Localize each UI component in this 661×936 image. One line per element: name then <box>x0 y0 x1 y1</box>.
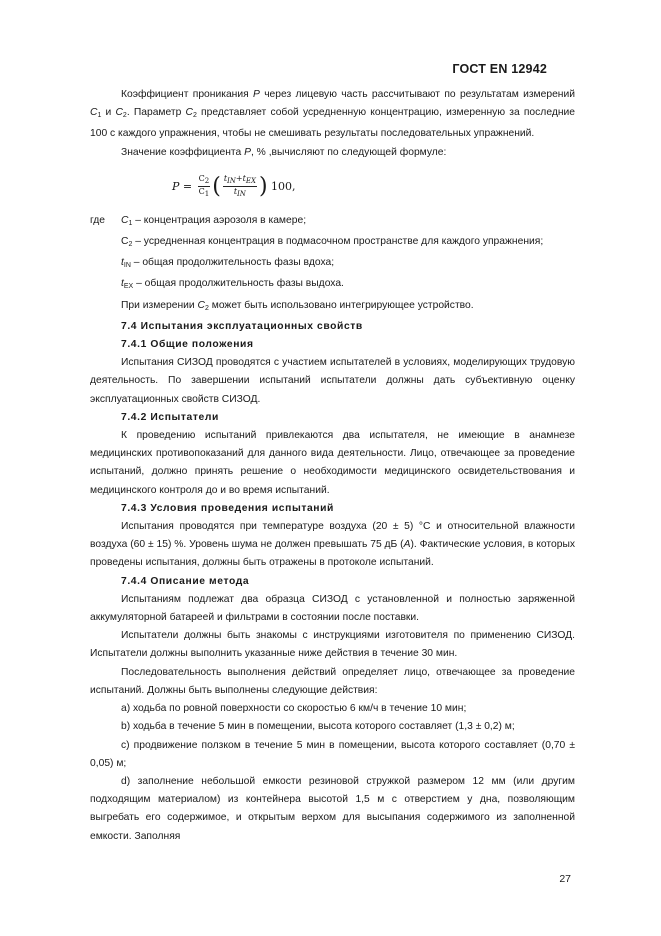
time-ratio: $\frac{\text{tIN+tEX}}{\text{tIN}}$ <box>223 174 256 199</box>
list-item-a: а) ходьба по ровной поверхности со скоростью 6 км/ч в течение 10 мин; <box>121 703 467 715</box>
section-heading-7-4-1: 7.4.1 Общие положения <box>121 339 254 351</box>
paragraph-samples: Испытаниям подлежат два образца СИЗОД с установленной и полностью заряженной аккумуляторной батареей и фильтрами в состоянии после поставки. <box>90 593 575 624</box>
paragraph-general: Испытания СИЗОД проводятся с участием испытателей в условиях, моделирующих трудовую деятельность. По завершении испытаний испытатели должны дать субъективную оценку эксплуатационных свойств СИЗОД. <box>90 357 575 405</box>
paragraph-testers: К проведению испытаний привлекаются два испытателя, не имеющие в анамнезе медицинских противопоказаний для данного вида деятельности. Лицо, отвечающее за проведение испытаний, должно принять решение о необходимости медицинского освидетельствования и медицинского контроля до и во время испытаний. <box>90 430 575 496</box>
paragraph-integrating-device: При измерении $C_2$ может быть использовано интегрирующее устройство. <box>121 299 474 312</box>
legend-tin: $t_{IN}$ – общая продолжительность фазы вдоха; <box>121 257 335 270</box>
section-heading-7-4: 7.4 Испытания эксплуатационных свойств <box>121 320 363 332</box>
section-heading-7-4-4: 7.4.4 Описание метода <box>121 575 250 587</box>
paragraph-penetration-coefficient: Коэффициент проникания P через лицевую часть рассчитывают по результатам измерений $C_1$ и $C_2$. Параметр $C_2$ представляет собой усредненную концентрацию, измеренную за последние 100 с каждого упражнения, чтобы не смешивать результаты последовательных упражнений. <box>90 89 575 140</box>
standard-header: ГОСТ EN 12942 <box>452 62 547 76</box>
list-item-b: b) ходьба в течение 5 мин в помещении, высота которого составляет (1,3 ± 0,2) м; <box>121 721 515 733</box>
penetration-formula: P = $\frac{C2}{C1}$ ( $\frac{\text{tIN+tEX}}{\text{tIN}}$ ) 100, <box>172 173 296 199</box>
paragraph-conditions: Испытания проводятся при температуре воздуха (20 ± 5) °С и относительной влажности воздуха (60 ± 15) %. Уровень шума не должен превышать 75 дБ (А). Фактические условия, в которых проведены испытания, должны быть отражены в протоколе испытаний. <box>90 521 575 569</box>
paragraph-instructions: Испытатели должны быть знакомы с инструкциями изготовителя по применению СИЗОД. Испытатели должны выполнить указанные ниже действия в течение 30 мин. <box>90 630 575 660</box>
section-heading-7-4-3: 7.4.3 Условия проведения испытаний <box>121 502 334 514</box>
paragraph-formula-intro: Значение коэффициента P, % ,вычисляют по следующей формуле: <box>121 146 447 158</box>
legend-tex: $t_{EX}$ – общая продолжительность фазы выдоха. <box>121 278 344 291</box>
concentration-ratio: $\frac{C2}{C1}$ <box>198 174 210 199</box>
body-text <box>90 86 575 846</box>
list-item-d: d) заполнение небольшой емкости резиновой стружкой размером 12 мм (или другим подходящим материалом) из контейнера высотой 1,5 м с отверстием у дна, позволяющим выгребать его содержимое, и открытым верхом для высыпания содержимого из заполненной емкости. Заполняя <box>90 775 575 842</box>
paragraph-sequence: Последовательность выполнения действий определяет лицо, отвечающее за проведение испытаний. Должны быть выполнены следующие действия: <box>90 666 575 696</box>
list-item-c: c) продвижение ползком в течение 5 мин в помещении, высота которого составляет (0,70 ± 0,05) м; <box>90 739 575 769</box>
legend-c2: $C_2$ – усредненная концентрация в подмасочном пространстве для каждого упражнения; <box>121 236 544 249</box>
formula-legend: где $C_1$ – концентрация аэрозоля в камере; <box>90 214 307 227</box>
section-heading-7-4-2: 7.4.2 Испытатели <box>121 411 219 423</box>
page-number: 27 <box>559 873 571 885</box>
